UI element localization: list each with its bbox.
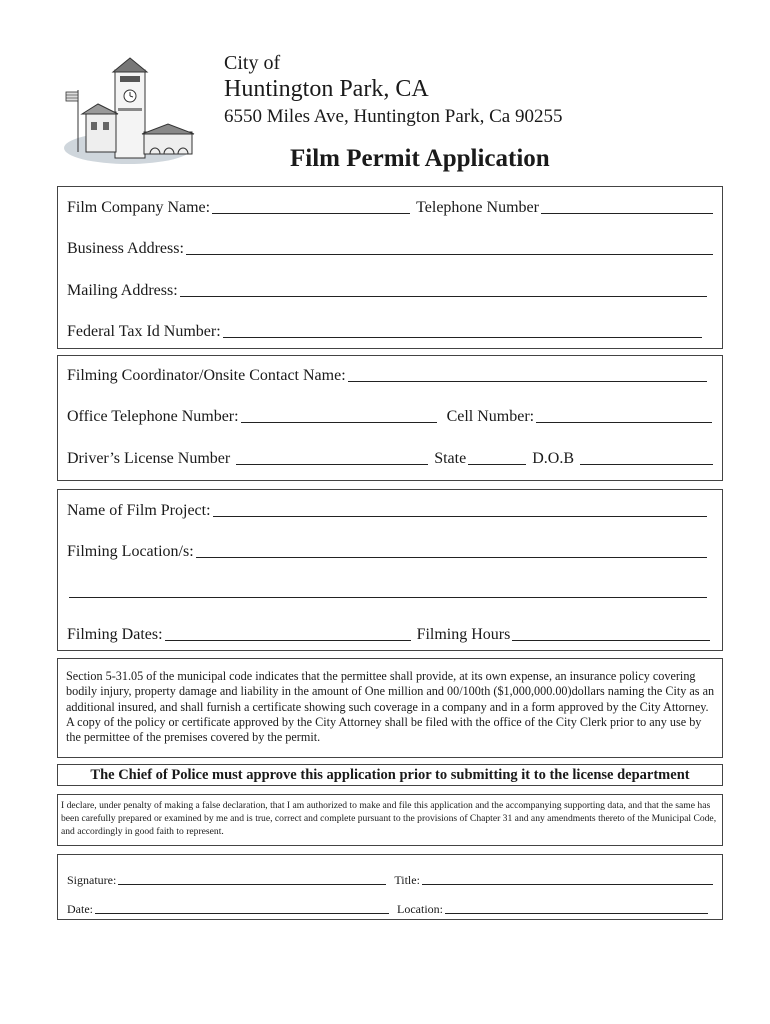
page-title: Film Permit Application <box>290 145 550 172</box>
telephone-number-field[interactable] <box>541 212 713 214</box>
contact-section <box>57 355 723 481</box>
cell-number-label: Cell Number: <box>446 408 535 425</box>
chief-notice-section <box>57 764 723 786</box>
insurance-text: Section 5-31.05 of the municipal code indicates that the permittee shall provide, at its own expense, an insurance policy covering bodily injury, property damage and liability in the amount of One million and 00/100th ($1,000,000.00)dollars naming the City as an additional insured, and shall furnish a certificate showing such coverage in a company and in a form approved by the City Attorney. A copy of the policy or certificate approved by the City Attorney shall be filed with the office of the City Clerk prior to any use by the permittee of the premises covered by the permit. <box>66 669 715 745</box>
telephone-number-label: Telephone Number <box>416 199 539 216</box>
filming-dates-label: Filming Dates: <box>67 626 163 643</box>
city-hall-tower-logo-icon <box>58 40 198 170</box>
header-city-of: City of <box>224 52 281 74</box>
location-field[interactable] <box>445 912 708 914</box>
header-city-name: Huntington Park, CA <box>224 76 429 102</box>
business-address-field[interactable] <box>186 253 713 255</box>
federal-tax-id-label: Federal Tax Id Number: <box>67 323 221 340</box>
coordinator-label: Filming Coordinator/Onsite Contact Name: <box>67 367 346 384</box>
mailing-address-field[interactable] <box>180 295 707 297</box>
film-project-label: Name of Film Project: <box>67 502 211 519</box>
chief-notice-text: The Chief of Police must approve this application prior to submitting it to the license department <box>90 767 690 783</box>
film-project-field[interactable] <box>213 515 707 517</box>
filming-dates-field[interactable] <box>165 639 411 641</box>
office-telephone-field[interactable] <box>241 421 437 423</box>
film-company-name-field[interactable] <box>212 212 410 214</box>
signature-label: Signature: <box>67 873 117 887</box>
insurance-section <box>57 658 723 758</box>
drivers-license-field[interactable] <box>236 463 428 465</box>
company-info-section <box>57 186 723 349</box>
filming-hours-field[interactable] <box>512 639 710 641</box>
drivers-license-label: Driver’s License Number <box>67 450 231 467</box>
office-telephone-label: Office Telephone Number: <box>67 408 239 425</box>
filming-locations-label: Filming Location/s: <box>67 543 194 560</box>
dob-field[interactable] <box>580 463 713 465</box>
film-company-name-label: Film Company Name: <box>67 199 211 216</box>
header-address: 6550 Miles Ave, Huntington Park, Ca 90255 <box>224 106 563 127</box>
filming-hours-label: Filming Hours <box>416 626 511 643</box>
state-field[interactable] <box>468 463 526 465</box>
mailing-address-label: Mailing Address: <box>67 282 178 299</box>
title-field[interactable] <box>422 883 713 885</box>
signature-field[interactable] <box>118 883 386 885</box>
state-label: State <box>434 450 467 467</box>
filming-locations-field[interactable] <box>196 556 707 558</box>
project-section <box>57 489 723 651</box>
declaration-text: I declare, under penalty of making a false declaration, that I am authorized to make and file this application and the accompanying supporting data, and that the same has been carefully prepared or examined by me and is true, correct and complete pursuant to the provisions of Chapter 31 and any amendments thereto of the Municipal Code, and accordingly in good faith to represent. <box>61 800 717 837</box>
business-address-label: Business Address: <box>67 240 184 257</box>
title-label: Title: <box>394 873 420 887</box>
date-field[interactable] <box>95 912 389 914</box>
date-label: Date: <box>67 902 93 916</box>
cell-number-field[interactable] <box>536 421 712 423</box>
coordinator-field[interactable] <box>348 380 707 382</box>
location-label: Location: <box>397 902 443 916</box>
dob-label: D.O.B <box>532 450 574 467</box>
filming-locations-field-extra[interactable] <box>69 596 707 598</box>
signature-section <box>57 854 723 920</box>
federal-tax-id-field[interactable] <box>223 336 702 338</box>
declaration-section <box>57 794 723 846</box>
